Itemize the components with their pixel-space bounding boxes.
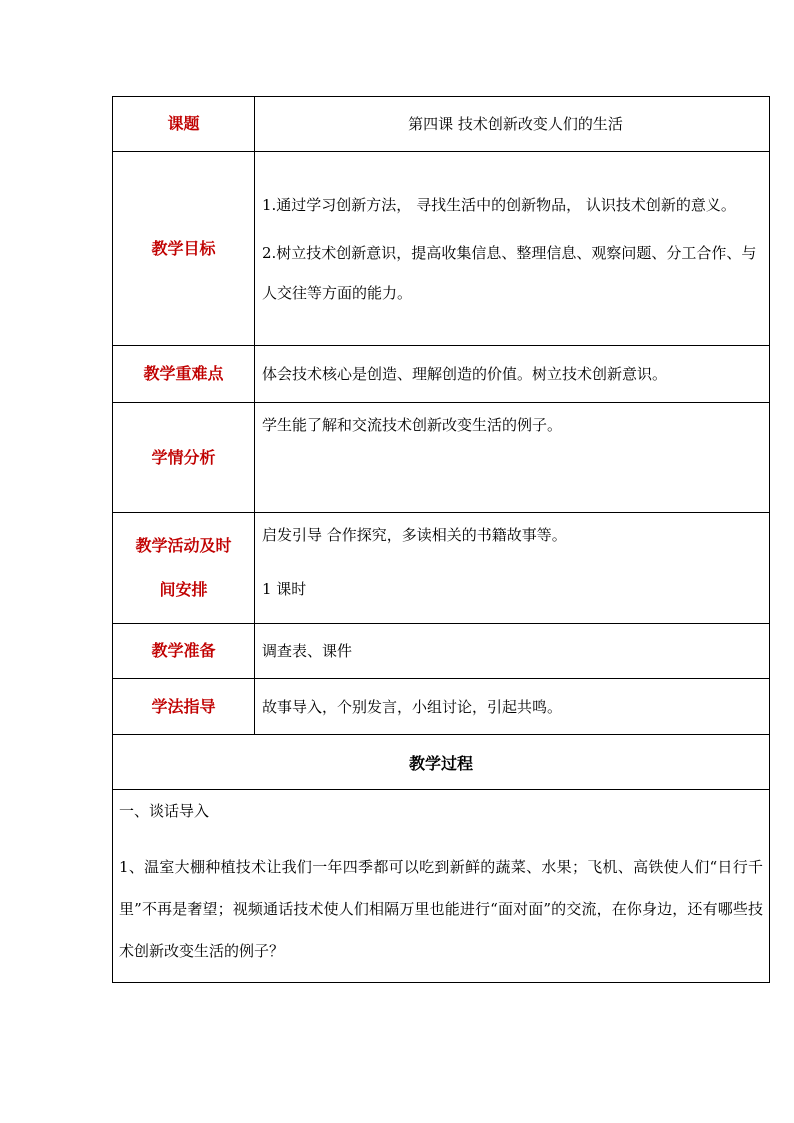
activities-value-line1: 启发引导 合作探究，多读相关的书籍故事等。	[262, 526, 567, 544]
activities-label	[113, 513, 255, 624]
process-body	[113, 790, 770, 983]
preparation-label: 教学准备	[113, 624, 255, 679]
process-heading: 教学过程	[113, 735, 770, 790]
lesson-plan-table	[112, 96, 770, 983]
activities-label-line1: 教学活动及时	[135, 536, 232, 555]
analysis-row	[113, 403, 770, 513]
activities-label-line2: 间安排	[159, 580, 208, 599]
method-row	[113, 679, 770, 735]
analysis-value	[255, 403, 770, 513]
objectives-label: 教学目标	[113, 152, 255, 346]
topic-row	[113, 97, 770, 152]
objective-item-1: 1.通过学习创新方法， 寻找生活中的创新物品， 认识技术创新的意义。	[262, 195, 736, 214]
preparation-row	[113, 624, 770, 679]
intro-section-title: 一、谈话导入	[119, 802, 210, 820]
objectives-value	[255, 152, 770, 346]
topic-label: 课题	[113, 97, 255, 152]
activities-value	[255, 513, 770, 624]
method-label: 学法指导	[113, 679, 255, 735]
activities-row	[113, 513, 770, 624]
topic-value: 第四课 技术创新改变人们的生活	[255, 97, 770, 152]
key-points-label: 教学重难点	[113, 346, 255, 403]
process-body-row	[113, 790, 770, 983]
objectives-row	[113, 152, 770, 346]
intro-paragraph: 1、温室大棚种植技术让我们一年四季都可以吃到新鲜的蔬菜、水果；飞机、高铁使人们“日行千里”不再是奢望；视频通话技术使人们相隔万里也能进行“面对面”的交流，在你身边，还有哪些技术创新改变生活的例子？	[119, 858, 763, 960]
analysis-label: 学情分析	[113, 403, 255, 513]
method-value: 故事导入，个别发言，小组讨论，引起共鸣。	[255, 679, 770, 735]
analysis-text: 学生能了解和交流技术创新改变生活的例子。	[262, 416, 563, 434]
activities-value-line2: 1 课时	[262, 580, 307, 598]
process-heading-row	[113, 735, 770, 790]
preparation-value: 调查表、课件	[255, 624, 770, 679]
key-points-row	[113, 346, 770, 403]
key-points-value: 体会技术核心是创造、理解创造的价值。树立技术创新意识。	[255, 346, 770, 403]
objective-item-2: 2.树立技术创新意识，提高收集信息、整理信息、观察问题、分工合作、与人交往等方面的能力。	[262, 243, 757, 302]
